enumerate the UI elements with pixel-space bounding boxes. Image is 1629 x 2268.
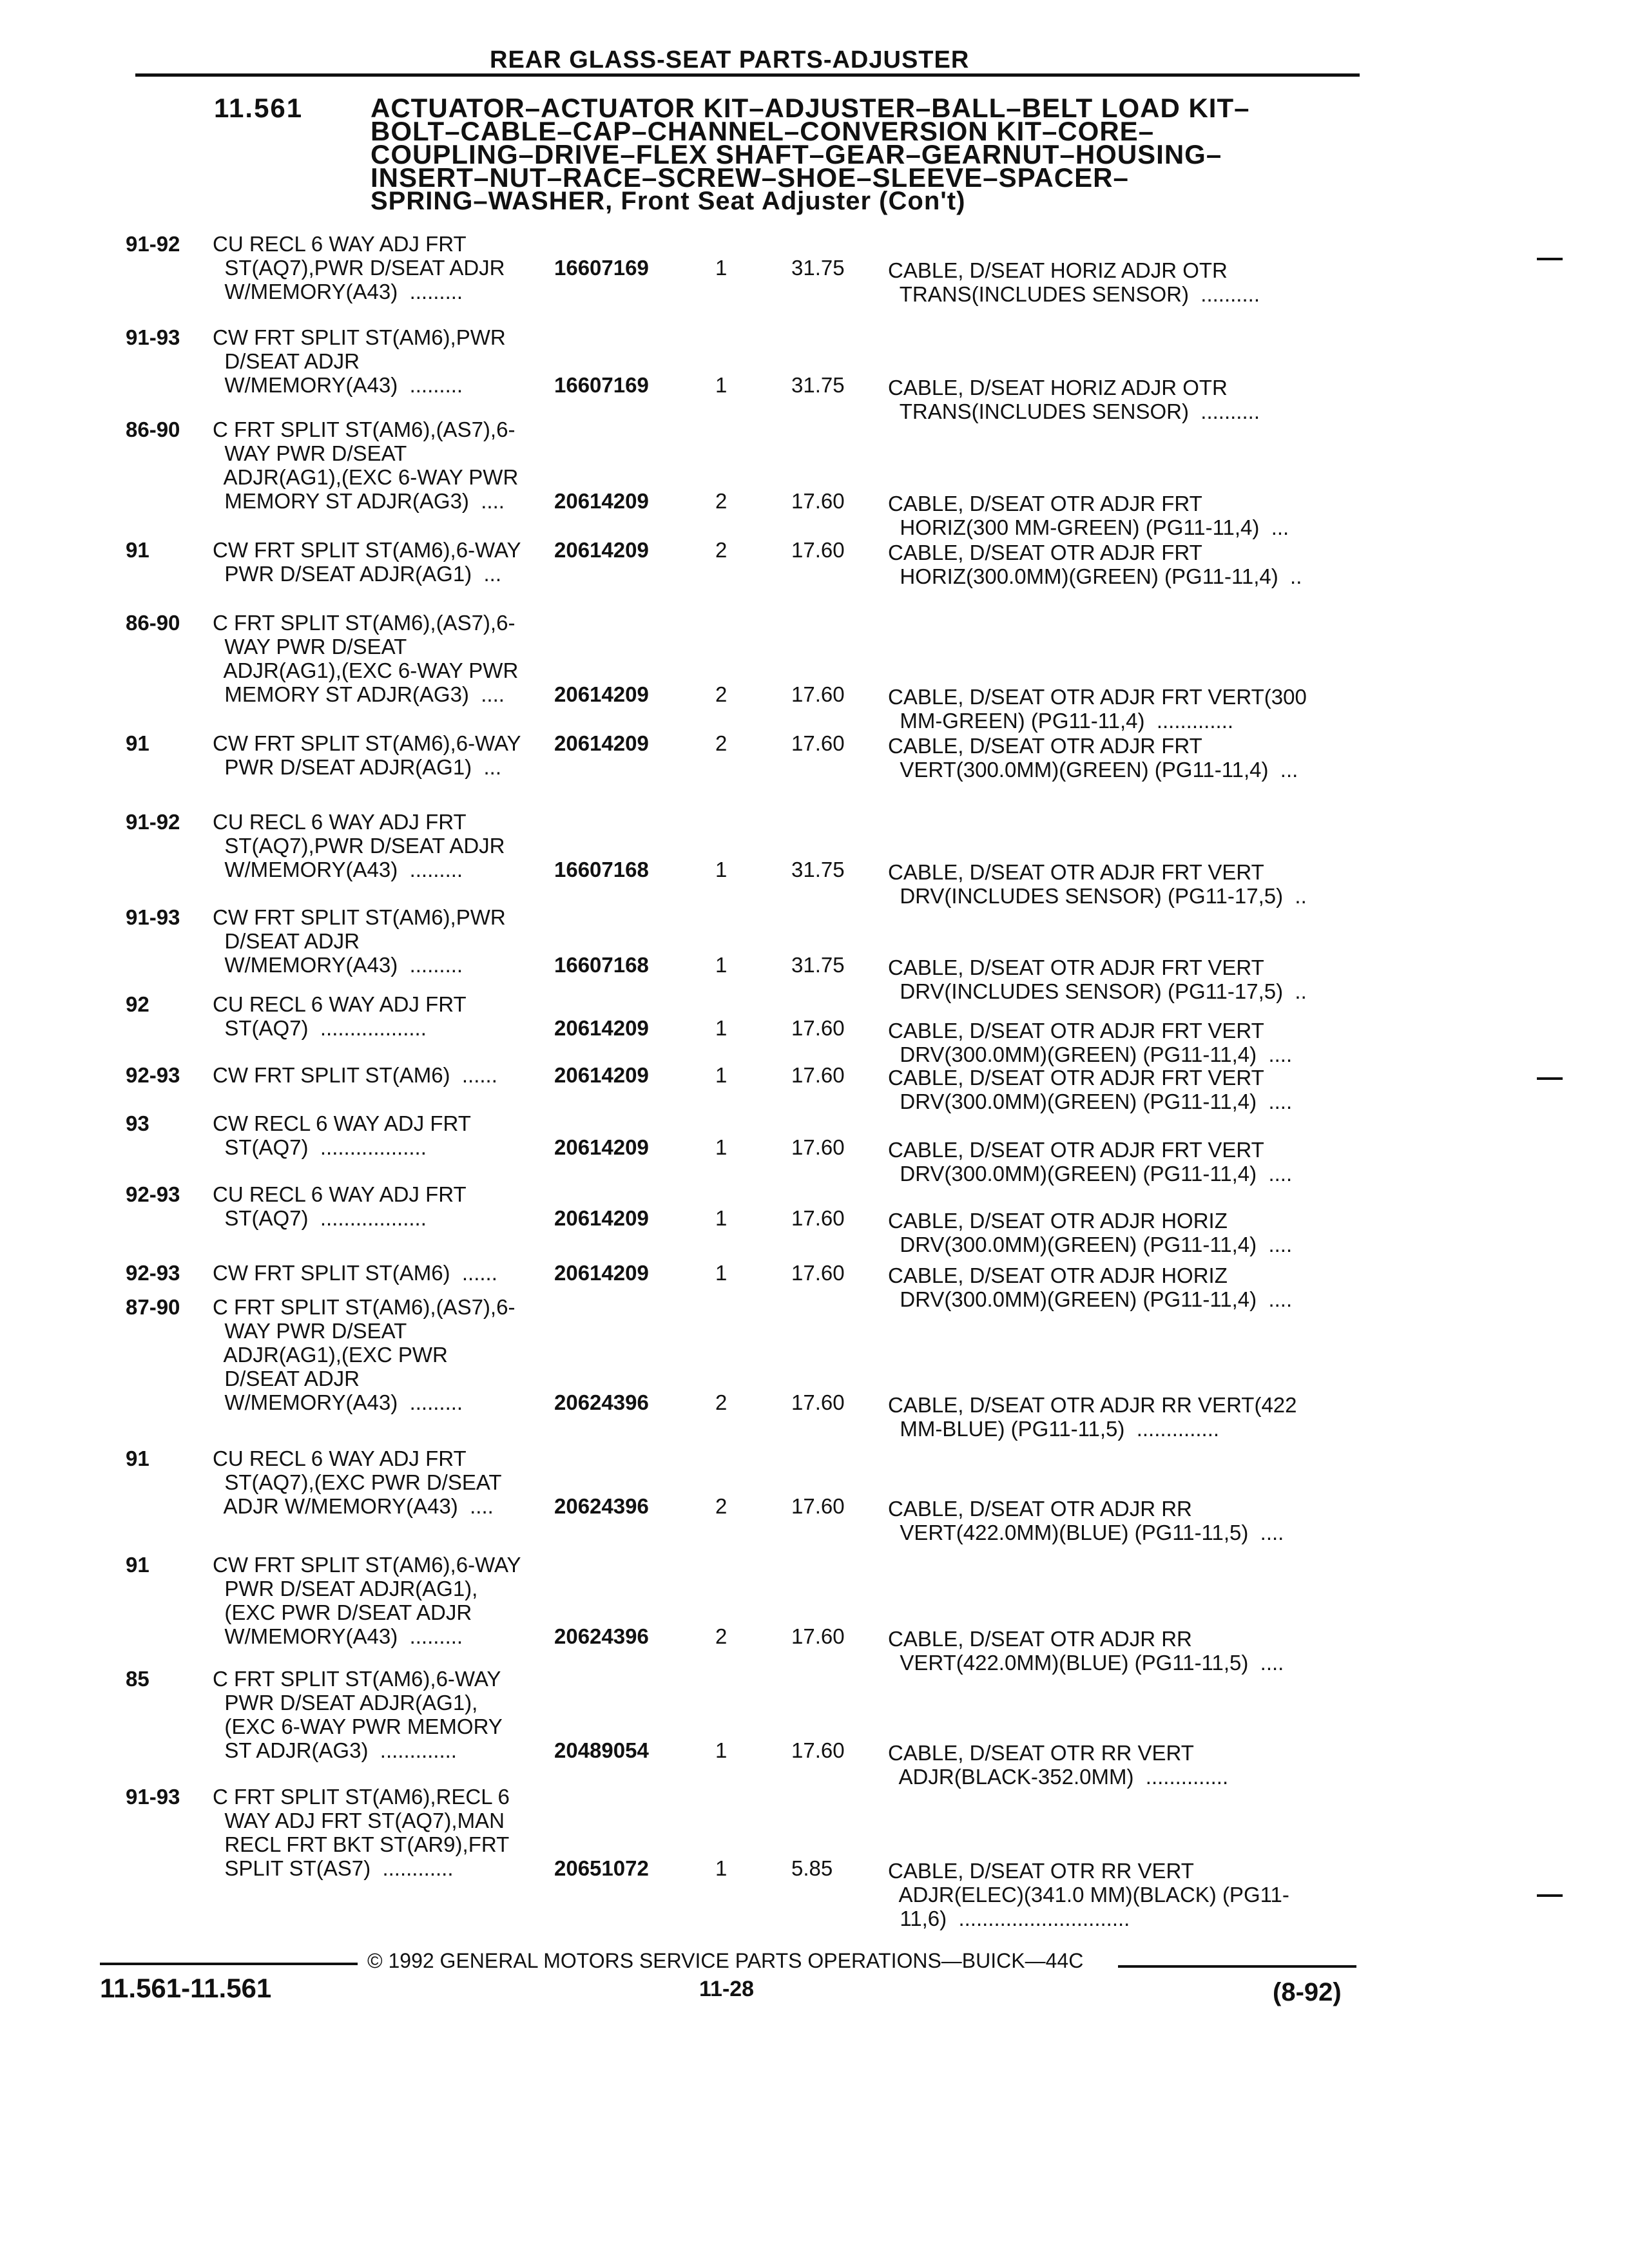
price: 17.60 (791, 731, 845, 755)
model-years: 92 (126, 992, 149, 1016)
price: 17.60 (791, 1016, 845, 1040)
item-description: CABLE, D/SEAT OTR ADJR FRT VERT DRV(300.0MM)(GREEN) (PG11-11,4) .... (888, 1138, 1293, 1186)
quantity: 2 (715, 1494, 728, 1518)
quantity: 1 (715, 373, 728, 397)
part-number: 20651072 (554, 1856, 649, 1880)
application-description: CU RECL 6 WAY ADJ FRT ST(AQ7) .................. (213, 992, 467, 1040)
item-description: CABLE, D/SEAT OTR ADJR FRT HORIZ(300 MM-GREEN) (PG11-11,4) ... (888, 492, 1289, 539)
item-description: CABLE, D/SEAT OTR ADJR RR VERT(422.0MM)(BLUE) (PG11-11,5) .... (888, 1497, 1284, 1544)
part-number: 16607169 (554, 256, 649, 280)
item-description: CABLE, D/SEAT OTR ADJR RR VERT(422 MM-BLUE) (PG11-11,5) .............. (888, 1393, 1297, 1441)
price: 31.75 (791, 256, 845, 280)
part-number: 20614209 (554, 1016, 649, 1040)
quantity: 1 (715, 1135, 728, 1159)
part-number: 20614209 (554, 1135, 649, 1159)
application-description: C FRT SPLIT ST(AM6),RECL 6 WAY ADJ FRT ST(AQ7),MAN RECL FRT BKT ST(AR9),FRT SPLIT ST(AS7) ............ (213, 1785, 510, 1880)
application-description: CW FRT SPLIT ST(AM6) ...... (213, 1063, 497, 1087)
quantity: 1 (715, 1063, 728, 1087)
price: 17.60 (791, 1624, 845, 1648)
application-description: CW FRT SPLIT ST(AM6),6-WAY PWR D/SEAT ADJR(AG1) ... (213, 538, 521, 586)
part-number: 20614209 (554, 682, 649, 706)
model-years: 91-92 (126, 810, 180, 834)
application-description: CW FRT SPLIT ST(AM6),PWR D/SEAT ADJR W/MEMORY(A43) ......... (213, 325, 506, 397)
parts-entry (0, 418, 1629, 546)
application-description: CU RECL 6 WAY ADJ FRT ST(AQ7),PWR D/SEAT ADJR W/MEMORY(A43) ......... (213, 810, 505, 881)
application-description: CW FRT SPLIT ST(AM6),6-WAY PWR D/SEAT ADJR(AG1), (EXC PWR D/SEAT ADJR W/MEMORY(A43) ......... (213, 1553, 521, 1648)
part-number: 20624396 (554, 1494, 649, 1518)
price: 17.60 (791, 1135, 845, 1159)
model-years: 91 (126, 1446, 149, 1470)
price: 17.60 (791, 1494, 845, 1518)
quantity: 2 (715, 682, 728, 706)
price: 17.60 (791, 1063, 845, 1087)
price: 17.60 (791, 1390, 845, 1414)
model-years: 91 (126, 538, 149, 562)
model-years: 85 (126, 1667, 149, 1691)
quantity: 1 (715, 1016, 728, 1040)
model-years: 91-93 (126, 905, 180, 929)
quantity: 2 (715, 1624, 728, 1648)
model-years: 92-93 (126, 1182, 180, 1206)
price: 17.60 (791, 1738, 845, 1762)
item-description: CABLE, D/SEAT OTR ADJR FRT VERT DRV(INCLUDES SENSOR) (PG11-17,5) .. (888, 956, 1307, 1003)
application-description: CU RECL 6 WAY ADJ FRT ST(AQ7),(EXC PWR D/SEAT ADJR W/MEMORY(A43) .... (213, 1446, 502, 1518)
application-description: C FRT SPLIT ST(AM6),(AS7),6- WAY PWR D/SEAT ADJR(AG1),(EXC 6-WAY PWR MEMORY ST ADJR(AG3) .... (213, 418, 519, 513)
item-description: CABLE, D/SEAT OTR ADJR FRT VERT(300.0MM)(GREEN) (PG11-11,4) ... (888, 734, 1298, 782)
part-number: 16607169 (554, 373, 649, 397)
model-years: 91-92 (126, 232, 180, 256)
application-description: C FRT SPLIT ST(AM6),(AS7),6- WAY PWR D/SEAT ADJR(AG1),(EXC PWR D/SEAT ADJR W/MEMORY(A43) ......... (213, 1295, 516, 1414)
parts-entry (0, 1785, 1629, 1930)
item-description: CABLE, D/SEAT OTR ADJR HORIZ DRV(300.0MM)(GREEN) (PG11-11,4) .... (888, 1264, 1293, 1311)
quantity: 1 (715, 858, 728, 881)
price: 31.75 (791, 858, 845, 881)
application-description: CW FRT SPLIT ST(AM6),PWR D/SEAT ADJR W/MEMORY(A43) ......... (213, 905, 506, 977)
quantity: 1 (715, 1206, 728, 1230)
model-years: 91 (126, 731, 149, 755)
part-number: 20614209 (554, 538, 649, 562)
section-title-line: COUPLING–DRIVE–FLEX SHAFT–GEAR–GEARNUT–HOUSING– (371, 139, 1222, 169)
price: 5.85 (791, 1856, 833, 1880)
part-number: 20624396 (554, 1390, 649, 1414)
quantity: 2 (715, 1390, 728, 1414)
part-number: 20614209 (554, 1063, 649, 1087)
model-years: 86-90 (126, 611, 180, 635)
section-number: 11.561 (214, 93, 304, 123)
item-description: CABLE, D/SEAT OTR RR VERT ADJR(BLACK-352.0MM) .............. (888, 1741, 1229, 1789)
quantity: 1 (715, 953, 728, 977)
model-years: 91 (126, 1553, 149, 1577)
model-years: 91-93 (126, 1785, 180, 1809)
item-description: CABLE, D/SEAT OTR ADJR RR VERT(422.0MM)(BLUE) (PG11-11,5) .... (888, 1627, 1284, 1675)
model-years: 92-93 (126, 1261, 180, 1285)
header-rule (135, 73, 1360, 77)
parts-entry (0, 1553, 1629, 1682)
part-number: 20614209 (554, 1261, 649, 1285)
parts-entry (0, 611, 1629, 740)
part-number: 20614209 (554, 731, 649, 755)
revision-date: (8-92) (1273, 1978, 1342, 2006)
price: 17.60 (791, 1261, 845, 1285)
margin-tick (1537, 258, 1563, 260)
section-title-line: SPRING–WASHER, Front Seat Adjuster (Con't) (371, 187, 966, 215)
margin-tick (1537, 1894, 1563, 1897)
quantity: 2 (715, 731, 728, 755)
item-description: CABLE, D/SEAT OTR ADJR FRT VERT DRV(300.0MM)(GREEN) (PG11-11,4) .... (888, 1066, 1293, 1113)
application-description: CW RECL 6 WAY ADJ FRT ST(AQ7) .................. (213, 1111, 471, 1159)
section-range: 11.561-11.561 (100, 1973, 272, 2003)
footer-rule-right (1118, 1965, 1356, 1968)
quantity: 1 (715, 1738, 728, 1762)
quantity: 1 (715, 1261, 728, 1285)
item-description: CABLE, D/SEAT OTR RR VERT ADJR(ELEC)(341.0 MM)(BLACK) (PG11- 11,6) ............................. (888, 1859, 1289, 1930)
model-years: 92-93 (126, 1063, 180, 1087)
quantity: 2 (715, 538, 728, 562)
model-years: 86-90 (126, 418, 180, 441)
model-years: 91-93 (126, 325, 180, 349)
page-number: 11-28 (699, 1977, 755, 2001)
item-description: CABLE, D/SEAT OTR ADJR HORIZ DRV(300.0MM)(GREEN) (PG11-11,4) .... (888, 1209, 1293, 1256)
parts-entry (0, 1667, 1629, 1796)
margin-tick (1537, 1077, 1563, 1080)
part-number: 16607168 (554, 953, 649, 977)
model-years: 93 (126, 1111, 149, 1135)
quantity: 1 (715, 1856, 728, 1880)
price: 31.75 (791, 953, 845, 977)
price: 17.60 (791, 1206, 845, 1230)
price: 17.60 (791, 538, 845, 562)
item-description: CABLE, D/SEAT OTR ADJR FRT VERT DRV(INCLUDES SENSOR) (PG11-17,5) .. (888, 860, 1307, 908)
quantity: 2 (715, 489, 728, 513)
section-title-line: BOLT–CABLE–CAP–CHANNEL–CONVERSION KIT–CORE– (371, 116, 1155, 146)
price: 31.75 (791, 373, 845, 397)
item-description: CABLE, D/SEAT OTR ADJR FRT VERT DRV(300.0MM)(GREEN) (PG11-11,4) .... (888, 1019, 1293, 1066)
application-description: CW FRT SPLIT ST(AM6) ...... (213, 1261, 497, 1285)
page-title: REAR GLASS-SEAT PARTS-ADJUSTER (490, 46, 970, 73)
copyright: © 1992 GENERAL MOTORS SERVICE PARTS OPERATIONS—BUICK—44C (367, 1949, 1084, 1972)
parts-entry (0, 1295, 1629, 1441)
application-description: CU RECL 6 WAY ADJ FRT ST(AQ7) .................. (213, 1182, 467, 1230)
item-description: CABLE, D/SEAT HORIZ ADJR OTR TRANS(INCLUDES SENSOR) .......... (888, 258, 1260, 306)
application-description: C FRT SPLIT ST(AM6),(AS7),6- WAY PWR D/SEAT ADJR(AG1),(EXC 6-WAY PWR MEMORY ST ADJR(AG3) .... (213, 611, 519, 706)
section-title (371, 93, 1369, 215)
section-title-line: ACTUATOR–ACTUATOR KIT–ADJUSTER–BALL–BELT LOAD KIT– (371, 93, 1250, 123)
part-number: 20614209 (554, 489, 649, 513)
item-description: CABLE, D/SEAT OTR ADJR FRT HORIZ(300.0MM)(GREEN) (PG11-11,4) .. (888, 541, 1302, 588)
footer-rule-left (100, 1963, 358, 1965)
price: 17.60 (791, 682, 845, 706)
part-number: 16607168 (554, 858, 649, 881)
part-number: 20614209 (554, 1206, 649, 1230)
quantity: 1 (715, 256, 728, 280)
model-years: 87-90 (126, 1295, 180, 1319)
application-description: CU RECL 6 WAY ADJ FRT ST(AQ7),PWR D/SEAT ADJR W/MEMORY(A43) ......... (213, 232, 505, 303)
part-number: 20489054 (554, 1738, 649, 1762)
application-description: CW FRT SPLIT ST(AM6),6-WAY PWR D/SEAT ADJR(AG1) ... (213, 731, 521, 779)
section-title-line: INSERT–NUT–RACE–SCREW–SHOE–SLEEVE–SPACER– (371, 162, 1129, 193)
price: 17.60 (791, 489, 845, 513)
part-number: 20624396 (554, 1624, 649, 1648)
item-description: CABLE, D/SEAT OTR ADJR FRT VERT(300 MM-GREEN) (PG11-11,4) ............. (888, 685, 1307, 733)
application-description: C FRT SPLIT ST(AM6),6-WAY PWR D/SEAT ADJR(AG1), (EXC 6-WAY PWR MEMORY ST ADJR(AG3) ............. (213, 1667, 503, 1762)
item-description: CABLE, D/SEAT HORIZ ADJR OTR TRANS(INCLUDES SENSOR) .......... (888, 376, 1260, 423)
